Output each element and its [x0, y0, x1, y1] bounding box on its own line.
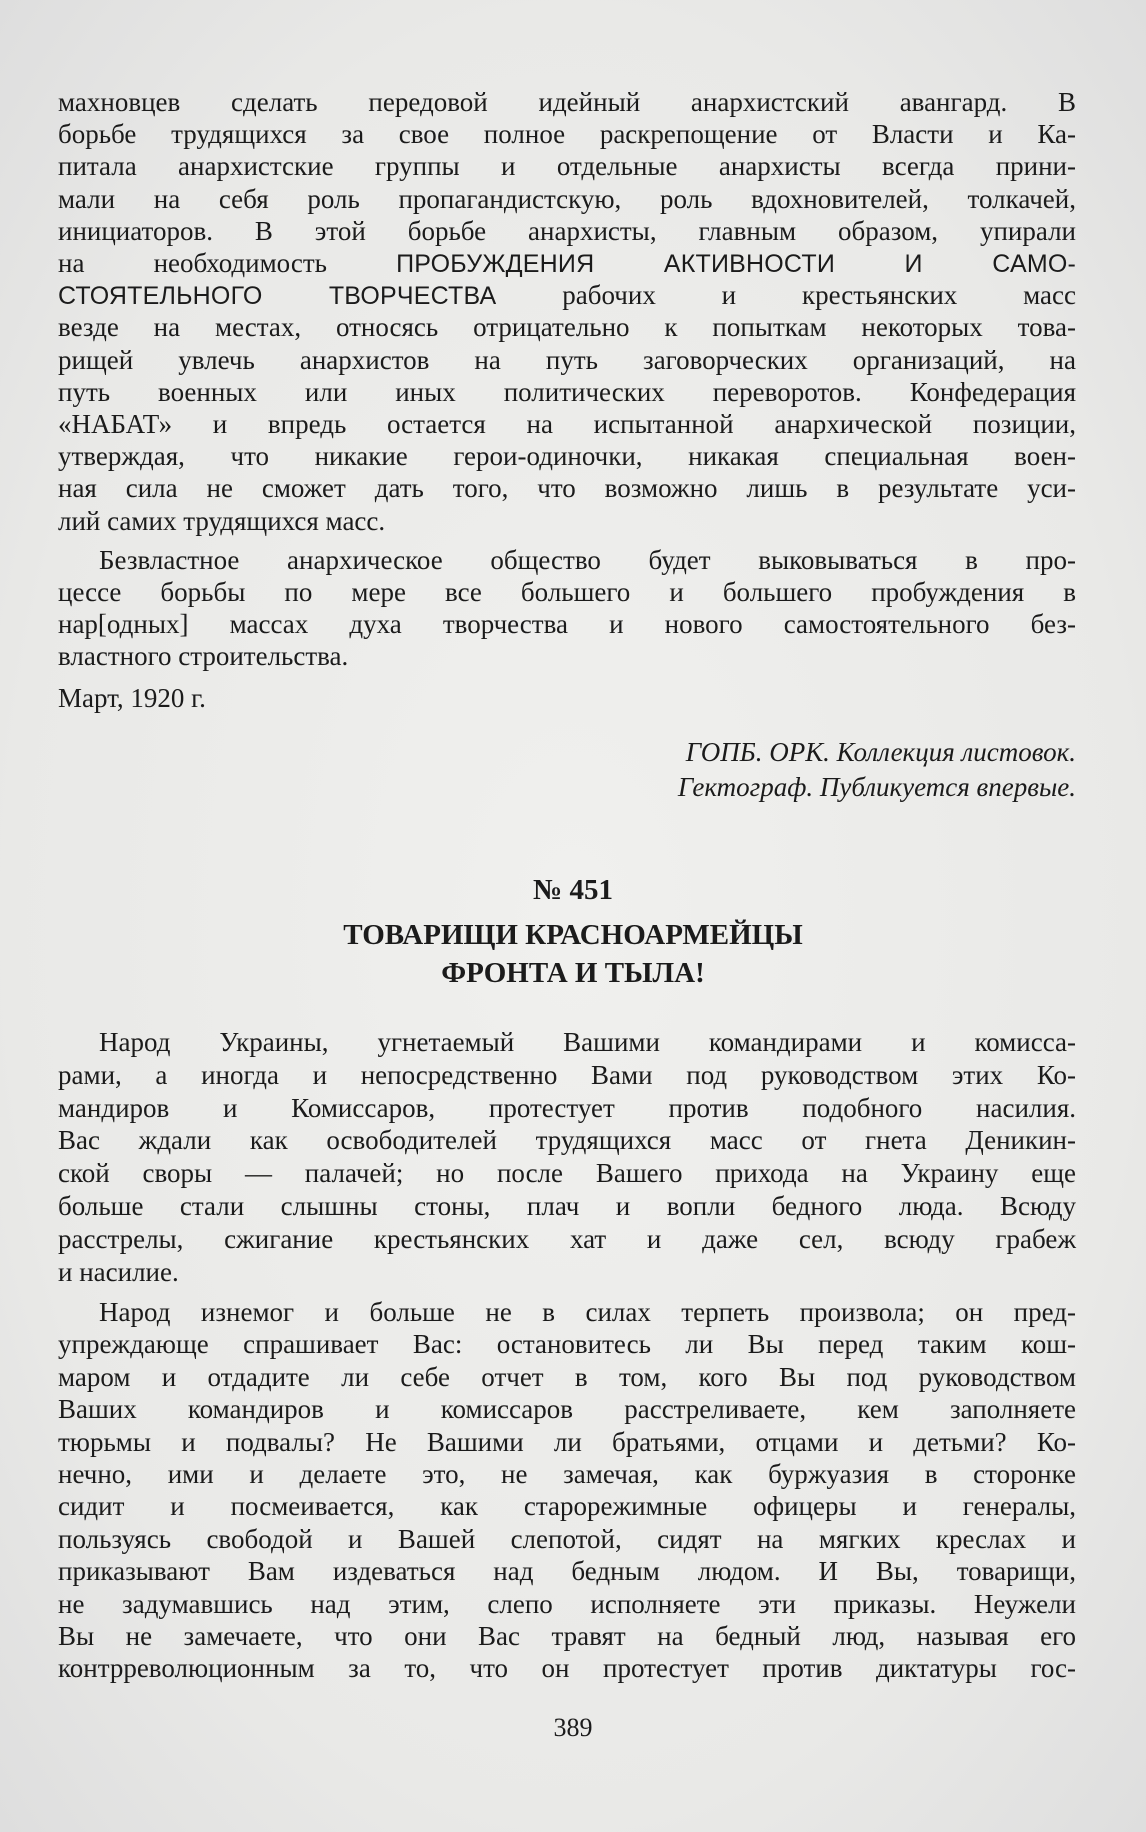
paragraph-1-line: лий самих трудящихся масс. [58, 506, 386, 536]
citation-line-1: ГОПБ. ОРК. Коллекция листовок. [685, 737, 1076, 767]
paragraph-4-line: приказывают Вам издеваться над бедным людом. И Вы, товарищи, [58, 1556, 1076, 1586]
paragraph-4-line: нечно, ими и делаете это, не замечая, как буржуазия в сторонке [58, 1459, 1076, 1489]
paragraph-2-line: властного строительства. [58, 641, 349, 671]
paragraph-1-line: ная сила не сможет дать того, что возможно лишь в результате уси- [58, 473, 1076, 503]
paragraph-4-line: Народ изнемог и больше не в силах терпеть произвола; он пред- [99, 1297, 1076, 1327]
paragraph-4-line: контрреволюционным за то, что он протестует против диктатуры гос- [58, 1653, 1076, 1683]
paragraph-4-line: сидит и посмеивается, как старорежимные офицеры и генералы, [58, 1491, 1076, 1521]
line-text-segment: на необходимость [58, 248, 397, 278]
paragraph-3-line: рами, а иногда и непосредственно Вами под руководством этих Ко- [58, 1060, 1076, 1090]
paragraph-4-line: маром и отдадите ли себе отчет в том, кого Вы под руководством [58, 1362, 1076, 1392]
paragraph-4-line: упреждающе спрашивает Вас: остановитесь ли Вы перед таким кош- [58, 1329, 1076, 1359]
paragraph-4-line: Вы не замечаете, что они Вас травят на бедный люд, называя его [58, 1621, 1076, 1651]
paragraph-1-line: мали на себя роль пропагандистскую, роль вдохновителей, толкачей, [58, 184, 1076, 214]
page-number: 389 [553, 1713, 593, 1742]
paragraph-4-line: Ваших командиров и комиссаров расстреливаете, кем заполняете [58, 1394, 1076, 1424]
paragraph-3-line: и насилие. [58, 1257, 179, 1287]
paragraph-1-line: утверждая, что никакие герои-одиночки, никакая специальная воен- [58, 441, 1076, 471]
paragraph-3-line: ской своры — палачей; но после Вашего прихода на Украину еще [58, 1158, 1076, 1188]
line-text-segment: рабочих и крестьянских масс [496, 280, 1076, 310]
paragraph-1-line [58, 279, 1076, 311]
paragraph-3-line: Народ Украины, угнетаемый Вашими командирами и комисса- [99, 1027, 1076, 1057]
paragraph-2-line: цессе борьбы по мере все большего и большего пробуждения в [58, 577, 1076, 607]
paragraph-3-line: мандиров и Комиссаров, протестует против подобного насилия. [58, 1093, 1076, 1123]
paragraph-4-line: пользуясь свободой и Вашей слепотой, сидят на мягких креслах и [58, 1524, 1076, 1554]
paragraph-1-line: питала анархистские группы и отдельные анархисты всегда прини- [58, 151, 1076, 181]
paragraph-2-line: нар[одных] массах духа творчества и нового самостоятельного без- [58, 609, 1076, 639]
paragraph-1-line: борьбе трудящихся за свое полное раскрепощение от Власти и Ка- [58, 119, 1076, 149]
paragraph-1-line: рищей увлечь анархистов на путь заговорческих организаций, на [58, 345, 1076, 375]
document-title-line-2: ФРОНТА И ТЫЛА! [441, 957, 705, 989]
paragraph-1-line: махновцев сделать передовой идейный анархистский авангард. В [58, 87, 1076, 117]
paragraph-1-line [58, 247, 1076, 279]
paragraph-1-line: «НАБАТ» и впредь остается на испытанной анархической позиции, [58, 409, 1076, 439]
document-number: № 451 [533, 874, 613, 906]
paragraph-3-line: Вас ждали как освободителей трудящихся масс от гнета Деникин- [58, 1125, 1076, 1155]
paragraph-3-line: больше стали слышны стоны, плач и вопли бедного люда. Всюду [58, 1191, 1076, 1221]
date-line: Март, 1920 г. [58, 683, 206, 713]
paragraph-1-line: путь военных или иных политических переворотов. Конфедерация [58, 377, 1076, 407]
emphasized-caps-text: ПРОБУЖДЕНИЯ АКТИВНОСТИ И САМО- [396, 250, 1077, 278]
paragraph-4-line: не задумавшись над этим, слепо исполняете эти приказы. Неужели [58, 1589, 1076, 1619]
paragraph-4-line: тюрьмы и подвалы? Не Вашими ли братьями, отцами и детьми? Ко- [58, 1427, 1076, 1457]
paragraph-1-line: инициаторов. В этой борьбе анархисты, главным образом, упирали [58, 216, 1076, 246]
paragraph-3-line: расстрелы, сжигание крестьянских хат и даже сел, всюду грабеж [58, 1224, 1076, 1254]
paragraph-2-line: Безвластное анархическое общество будет выковываться в про- [99, 545, 1076, 575]
paragraph-1-line: везде на местах, относясь отрицательно к попыткам некоторых това- [58, 312, 1076, 342]
document-title-line-1: ТОВАРИЩИ КРАСНОАРМЕЙЦЫ [343, 919, 803, 951]
citation-line-2: Гектограф. Публикуется впервые. [677, 772, 1076, 802]
emphasized-caps-text: СТОЯТЕЛЬНОГО ТВОРЧЕСТВА [58, 282, 497, 310]
